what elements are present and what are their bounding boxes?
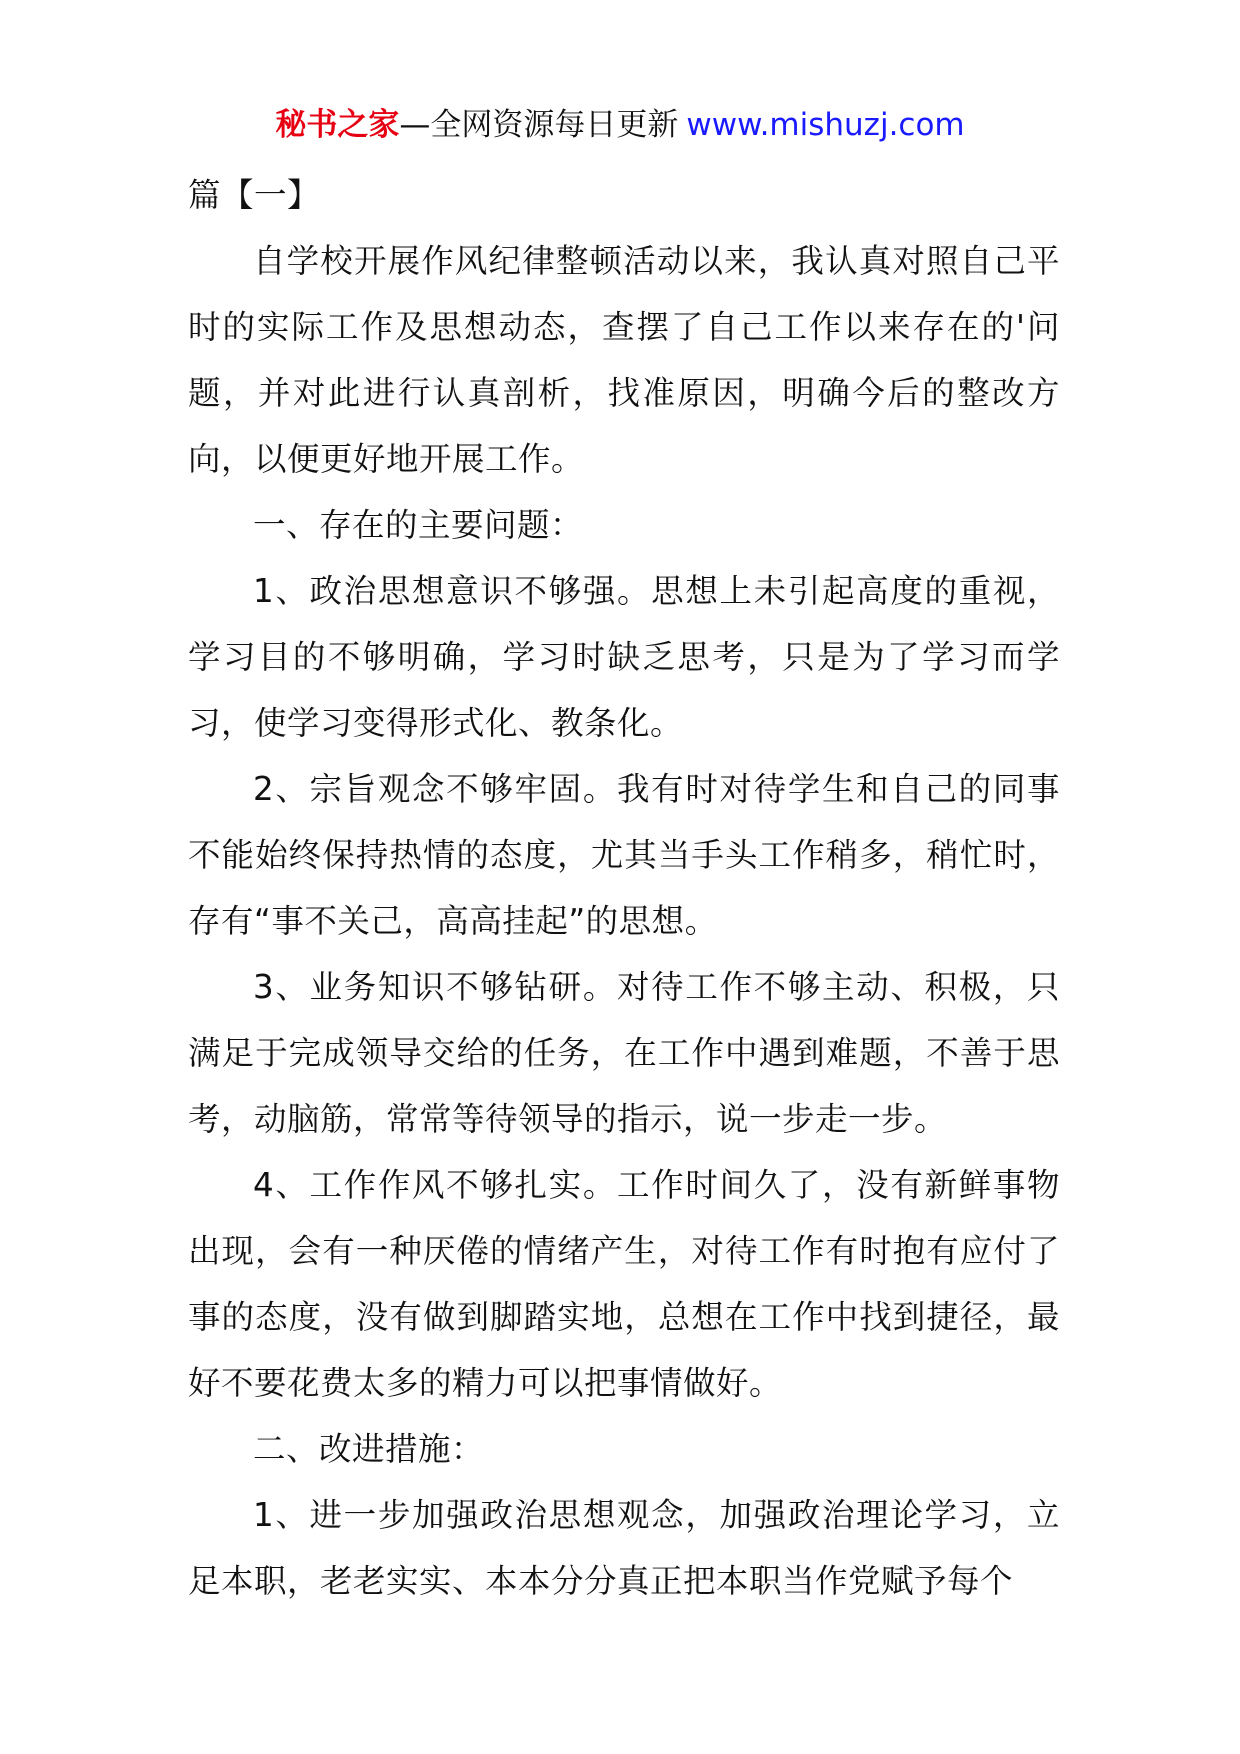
header-slogan: —全网资源每日更新 [399, 107, 679, 143]
paragraph-problem-3: 3、业务知识不够钻研。对待工作不够主动、积极，只满足于完成领导交给的任务，在工作中遇到难题，不善于思考，动脑筋，常常等待领导的指示，说一步走一步。 [188, 968, 1060, 1138]
document-body [188, 162, 1060, 1614]
paragraph-problem-2: 2、宗旨观念不够牢固。我有时对待学生和自己的同事不能始终保持热情的态度，尤其当手头工作稍多，稍忙时，存有“事不关己，高高挂起”的思想。 [188, 770, 1060, 940]
paragraph-problem-4: 4、工作作风不够扎实。工作时间久了，没有新鲜事物出现，会有一种厌倦的情绪产生，对待工作有时抱有应付了事的态度，没有做到脚踏实地，总想在工作中找到捷径，最好不要花费太多的精力可以把事情做好。 [188, 1166, 1060, 1402]
heading-improvements: 二、改进措施： [253, 1430, 485, 1468]
paragraph-intro: 自学校开展作风纪律整顿活动以来，我认真对照自己平时的实际工作及思想动态，查摆了自己工作以来存在的'问题，并对此进行认真剖析，找准原因，明确今后的整改方向，以便更好地开展工作。 [188, 242, 1060, 478]
heading-main-problems: 一、存在的主要问题： [253, 506, 584, 544]
section-title: 篇【一】 [188, 176, 321, 214]
brand-name: 秘书之家 [275, 107, 400, 143]
paragraph-improvement-1: 1、进一步加强政治思想观念，加强政治理论学习，立足本职，老老实实、本本分分真正把本职当作党赋予每个 [188, 1496, 1060, 1600]
website-link[interactable]: www.mishuzj.com [686, 107, 965, 143]
paragraph-problem-1: 1、政治思想意识不够强。思想上未引起高度的重视，学习目的不够明确，学习时缺乏思考，只是为了学习而学习，使学习变得形式化、教条化。 [188, 572, 1060, 742]
page-header [0, 100, 1240, 150]
